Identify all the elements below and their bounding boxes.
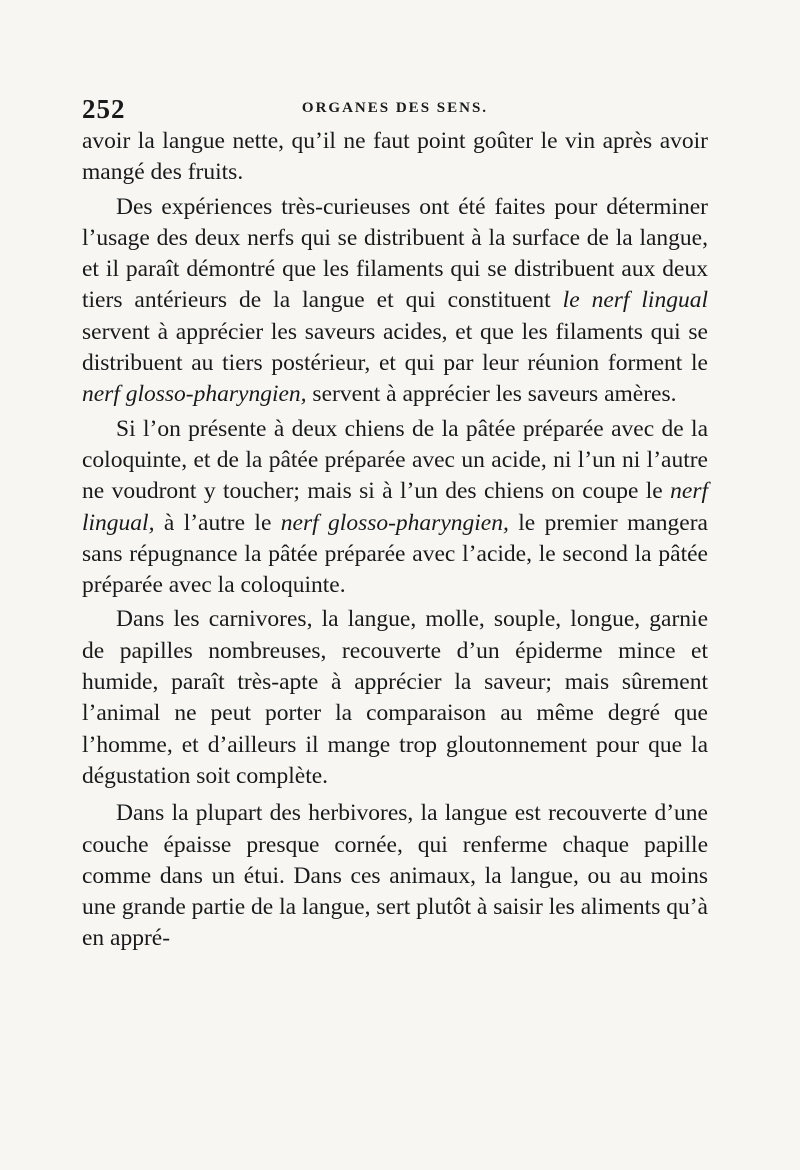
paragraph-3: [82, 414, 708, 602]
paragraph-5: [82, 798, 708, 954]
italic-term: nerf glosso-pharyngien,: [82, 381, 307, 408]
text-segment: avoir la langue nette, qu’il ne faut point goûter le vin après avoir mangé des fruits.: [82, 128, 708, 186]
italic-term: le nerf lingual: [562, 287, 708, 314]
italic-term: nerf glosso-pharyngien,: [280, 509, 509, 536]
text-segment: servent à apprécier les saveurs amères.: [306, 381, 677, 408]
text-segment: le premier mangera sans répugnance la pâtée préparée avec l’acide, le second la pâtée préparée avec la coloquinte.: [82, 509, 708, 599]
running-title: ORGANES DES SENS.: [301, 100, 489, 116]
paragraph-4: [82, 604, 708, 792]
text-segment: servent à apprécier les saveurs acides, et que les filaments qui se distribuent au tiers postérieur, et qui par leur réunion forment le: [82, 318, 708, 377]
text-segment: Si l’on présente à deux chiens de la pâtée préparée avec de la coloquinte, et de la pâtée préparée avec un acide, ni l’un ni l’autre ne voudront y toucher; mais si à l’un des chiens on coupe le: [82, 415, 708, 505]
text-segment: Dans les carnivores, la langue, molle, souple, longue, garnie de papilles nombreuses, recouverte d’un épiderme mince et humide, paraît très-apte à apprécier la saveur; mais sûrement l’animal ne peut porter la comparaison au même degré que l’homme, et d’ailleurs il mange trop gloutonnement pour que la dégustation soit complète.: [82, 606, 708, 789]
text-segment: Des expériences très-curieuses ont été faites pour déterminer l’usage des deux nerfs qui se distribuent à la surface de la langue, et il paraît démontré que les filaments qui se distribuent aux deux tiers antérieurs de la langue et qui constituent: [82, 193, 708, 314]
paragraph-1: [82, 126, 708, 189]
book-page: [82, 86, 708, 955]
page-header: [82, 86, 708, 126]
text-segment: Dans la plupart des herbivores, la langue est recouverte d’une couche épaisse presque cornée, qui renferme chaque papille comme dans un étui. Dans ces animaux, la langue, ou au moins une grande partie de la langue, sert plutôt à saisir les aliments qu’à en appré-: [82, 800, 708, 952]
body-text: [82, 126, 708, 955]
italic-term: nerf lingual,: [82, 478, 708, 536]
paragraph-2: [82, 192, 708, 411]
text-segment: à l’autre le: [154, 509, 281, 536]
page-number: 252: [82, 94, 126, 124]
